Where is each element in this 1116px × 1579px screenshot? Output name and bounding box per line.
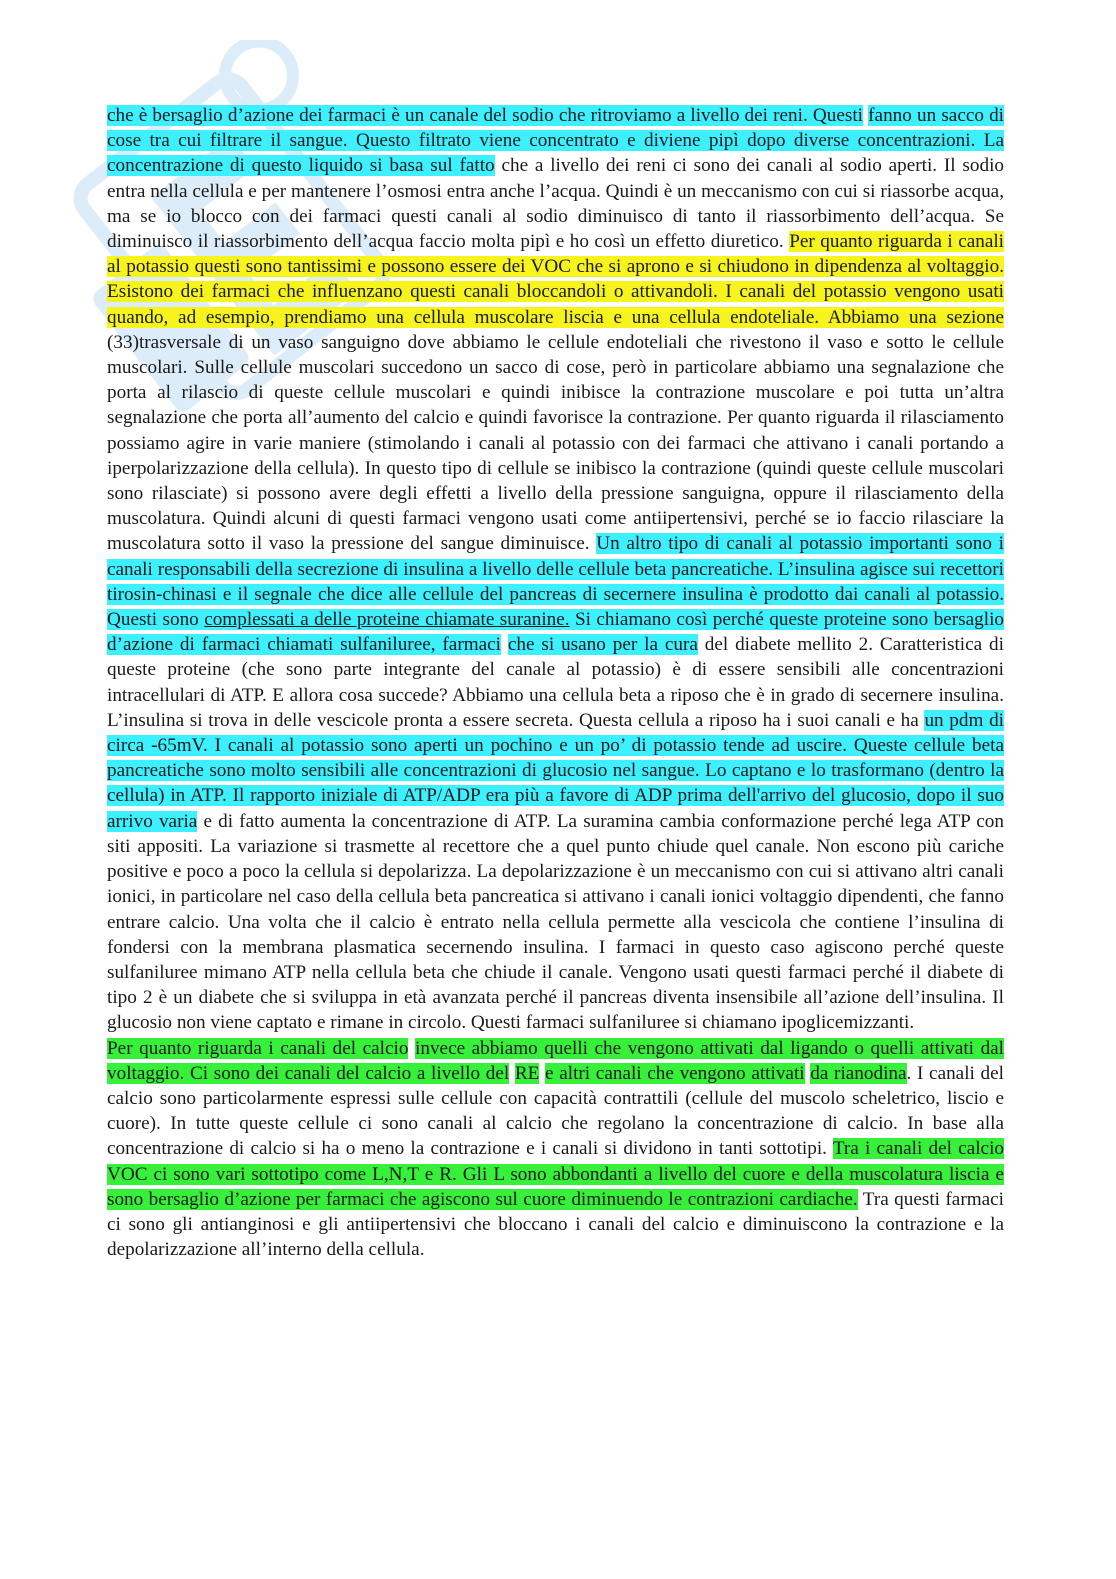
highlight-green-3: RE: [514, 1062, 540, 1084]
text-span: . I canali del calcio sono particolarmente espressi sulle cellule con capacità contrattili (cellule del muscolo scheletrico, liscio e cuore). In tutte queste cellule ci sono canali al calcio che regolano la concentrazione di calcio. In base alla concentrazione di calcio si ha o meno la contrazione e i canali si dividono in tanti sottotipi.: [107, 1062, 1004, 1160]
highlight-green-2: invece abbiamo quelli che vengono attivati dal ligando o quelli attivati dal voltaggio. Ci sono dei canali del calcio a livello del: [107, 1037, 1005, 1084]
highlight-cyan-2: fanno un sacco di cose tra cui filtrare il sangue. Questo filtrato viene concentrato e diviene pipì dopo diverse concentrazioni. La concentrazione di questo liquido si basa sul fatto: [107, 105, 1005, 177]
highlight-cyan-5: che si usano per la cura: [507, 634, 698, 656]
highlight-yellow-1: Per quanto riguarda i canali al potassio questi sono tantissimi e possono essere dei VOC che si aprono e si chiudono in dipendenza al voltaggio. Esistono dei farmaci che influenzano questi canali bloccandoli o attivandoli. I canali del potassio vengono usati quando, ad esempio, prendiamo una cellula muscolare liscia e una cellula endoteliale. Abbiamo una sezione: [107, 231, 1005, 328]
text-span: [509, 1063, 515, 1084]
text-span: del diabete mellito 2. Caratteristica di queste proteine (che sono parte integrante del canale al potassio) è di essere sensibili alle concentrazioni intracellulari di ATP. E allora cosa succede? Abbiamo una cellula beta a riposo che è in grado di secernere insulina. L’insulina si trova in delle vescicole pronta a essere secreta. Questa cellula a riposo ha i suoi canali e ha: [107, 634, 1004, 731]
underlined-highlight: complessati a delle proteine chiamate suranine.: [204, 609, 570, 631]
highlight-cyan-1: che è bersaglio d’azione dei farmaci è un canale del sodio che ritroviamo a livello dei reni. Questi: [107, 105, 864, 126]
highlight-green-5: da rianodina: [810, 1062, 907, 1084]
highlight-cyan-4: Si chiamano così perché queste proteine sono bersaglio d’azione di farmaci chiamati sulfaniluree, farmaci: [107, 609, 1004, 656]
document-body: [107, 103, 1004, 1262]
highlight-green-1: Per quanto riguarda i canali del calcio: [107, 1037, 409, 1059]
highlight-cyan-3: Un altro tipo di canali al potassio importanti sono i canali responsabili della secrezione di insulina a livello delle cellule beta pancreatiche. L’insulina agisce sui recettori tirosin-chinasi e il segnale che dice alle cellule del pancreas di secernere insulina è prodotto dai canali al potassio. Questi sono: [107, 533, 1004, 631]
highlight-green-6: Tra i canali del calcio VOC ci sono vari sottotipo come L,N,T e R. Gli L sono abbondanti a livello del cuore e della muscolatura liscia e sono bersaglio d’azione per farmaci che agiscono sul cuore diminuendo le contrazioni cardiache.: [107, 1138, 1004, 1210]
paragraph-1: [107, 103, 1004, 1036]
text-span: che a livello dei reni ci sono dei canali al sodio aperti. Il sodio entra nella cellula e per mantenere l’osmosi entra anche l’acqua. Quindi è un meccanismo con cui si riassorbe acqua, ma se io blocco con dei farmaci questi canali al sodio diminuisco di tanto il riassorbimento dell’acqua. Se diminuisco il riassorbimento dell’acqua faccio molta pipì e ho così un effetto diuretico.: [107, 155, 1004, 253]
text-span: Tra questi farmaci ci sono gli antianginosi e gli antiipertensivi che bloccano i canali del calcio e diminuiscono la contrazione e la depolarizzazione all’interno della cellula.: [107, 1188, 1005, 1261]
text-span: [501, 634, 508, 655]
text-span: e di fatto aumenta la concentrazione di ATP. La suramina cambia conformazione perché lega ATP con siti appositi. La variazione si trasmette al recettore che a quel punto chiude quel canale. Non escono più cariche positive e poco a poco la cellula si depolarizza. La depolarizzazione è un meccanismo con cui si attivano altri canali ionici, in particolare nel caso della cellula beta pancreatica si attivano i canali ionici voltaggio dipendenti, che fanno entrare calcio. Una volta che il calcio è entrato nella cellula permette alla vescicola che contiene l’insulina di fondersi con la membrana plasmatica secernendo insulina. I farmaci in questo caso agiscono perché queste sulfaniluree mimano ATP nella cellula beta che chiude il canale. Vengono usati questi farmaci perché il diabete di tipo 2 è un diabete che si sviluppa in età avanzata perché il pancreas diventa insensibile all’azione dell’insulina. Il glucosio non viene captato e rimane in circolo. Questi farmaci sulfaniluree si chiamano ipoglicemizzanti.: [107, 810, 1004, 1034]
highlight-green-4: e altri canali che vengono attivati: [545, 1062, 805, 1084]
paragraph-2: [107, 1036, 1004, 1263]
highlight-cyan-6: un pdm di circa -65mV. I canali al potassio sono aperti un pochino e un po’ di potassio tende ad uscire. Queste cellule beta pancreatiche sono molto sensibili alle concentrazioni di glucosio nel sangue. Lo captano e lo trasformano (dentro la cellula) in ATP. Il rapporto iniziale di ATP/ADP era più a favore di ADP prima dell'arrivo del glucosio, dopo il suo arrivo varia: [107, 709, 1004, 832]
text-span: (33)trasversale di un vaso sanguigno dove abbiamo le cellule endoteliali che rivestono il vaso e sotto le cellule muscolari. Sulle cellule muscolari succedono un sacco di cose, però in particolare abbiamo una segnalazione che porta al rilascio di queste cellule muscolari e quindi inibisce la contrazione muscolare e poi tutta un’altra segnalazione che porta all’aumento del calcio e quindi favorisce la contrazione. Per quanto riguarda il rilasciamento possiamo agire in varie maniere (stimolando i canali al potassio con dei farmaci che attivano i canali portando a iperpolarizzazione della cellula). In questo tipo di cellule se inibisco la contrazione (quindi queste cellule muscolari sono rilasciate) si possono avere degli effetti a livello della pressione sanguigna, oppure il rilasciamento della muscolatura. Quindi alcuni di questi farmaci vengono usati come antiipertensivi, perché se io faccio rilasciare la muscolatura sotto il vaso la pressione del sangue diminuisce.: [107, 331, 1004, 555]
